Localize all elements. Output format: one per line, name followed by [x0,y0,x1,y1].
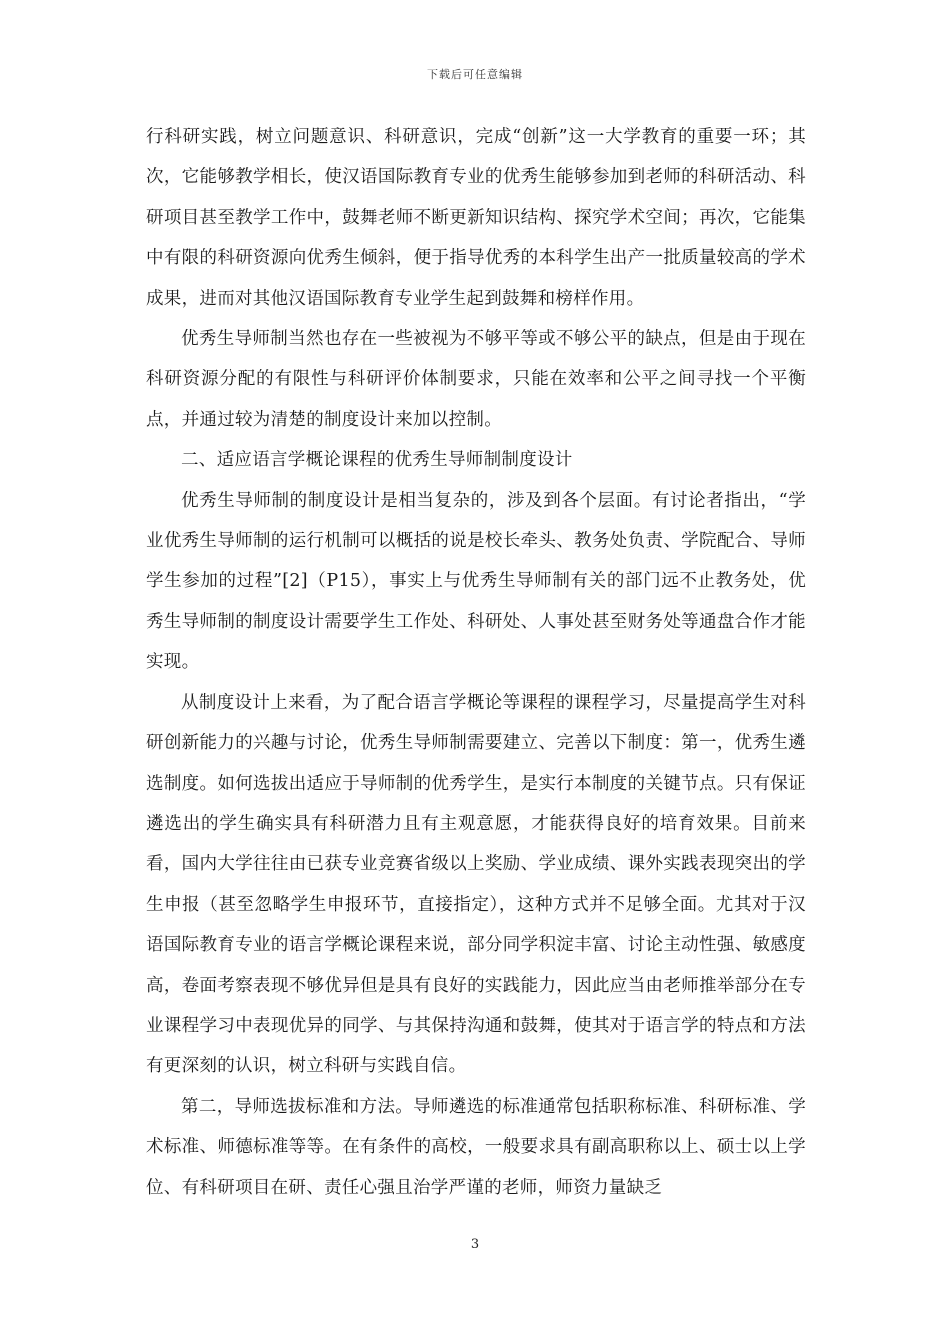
paragraph-continuation: 行科研实践，树立问题意识、科研意识，完成“创新”这一大学教育的重要一环；其次，它能够教学相长，使汉语国际教育专业的优秀生能够参加到老师的科研活动、科研项目甚至教学工作中，鼓舞老师不断更新知识结构、探究学术空间；再次，它能集中有限的科研资源向优秀生倾斜，便于指导优秀的本科学生出产一批质量较高的学术成果，进而对其他汉语国际教育专业学生起到鼓舞和榜样作用。 [146,127,806,309]
paragraph-system-design: 优秀生导师制的制度设计是相当复杂的，涉及到各个层面。有讨论者指出，“学业优秀生导师制的运行机制可以概括的说是校长牵头、教务处负责、学院配合、导师学生参加的过程”[2]（P15），事实上与优秀生导师制有关的部门远不止教务处，优秀生导师制的制度设计需要学生工作处、科研处、人事处甚至财务处等通盘合作才能实现。 [146,490,806,673]
paragraph-shortcomings: 优秀生导师制当然也存在一些被视为不够平等或不够公平的缺点，但是由于现在科研资源分配的有限性与科研评价体制要求，只能在效率和公平之间寻找一个平衡点，并通过较为清楚的制度设计来加以控制。 [146,329,806,430]
paragraph-student-selection: 从制度设计上来看，为了配合语言学概论等课程的课程学习，尽量提高学生对科研创新能力的兴趣与讨论，优秀生导师制需要建立、完善以下制度：第一，优秀生遴选制度。如何选拔出适应于导师制的优秀学生，是实行本制度的关键节点。只有保证遴选出的学生确实具有科研潜力且有主观意愿，才能获得良好的培育效果。目前来看，国内大学往往由已获专业竞赛省级以上奖励、学业成绩、课外实践表现突出的学生申报（甚至忽略学生申报环节，直接指定），这种方式并不足够全面。尤其对于汉语国际教育专业的语言学概论课程来说，部分同学积淀丰富、讨论主动性强、敏感度高，卷面考察表现不够优异但是具有良好的实践能力，因此应当由老师推举部分在专业课程学习中表现优异的同学、与其保持沟通和鼓舞，使其对于语言学的特点和方法有更深刻的认识，树立科研与实践自信。 [146,692,806,1077]
page-number: 3 [470,1237,480,1252]
page-header: 下载后可任意编辑 [427,68,523,81]
section-heading: 二、适应语言学概论课程的优秀生导师制制度设计 [181,450,573,471]
body-text [146,117,806,1208]
paragraph-tutor-selection: 第二，导师选拔标准和方法。导师遴选的标准通常包括职称标准、科研标准、学术标准、师德标准等等。在有条件的高校，一般要求具有副高职称以上、硕士以上学位、有科研项目在研、责任心强且治学严谨的老师，师资力量缺乏 [146,1096,806,1198]
